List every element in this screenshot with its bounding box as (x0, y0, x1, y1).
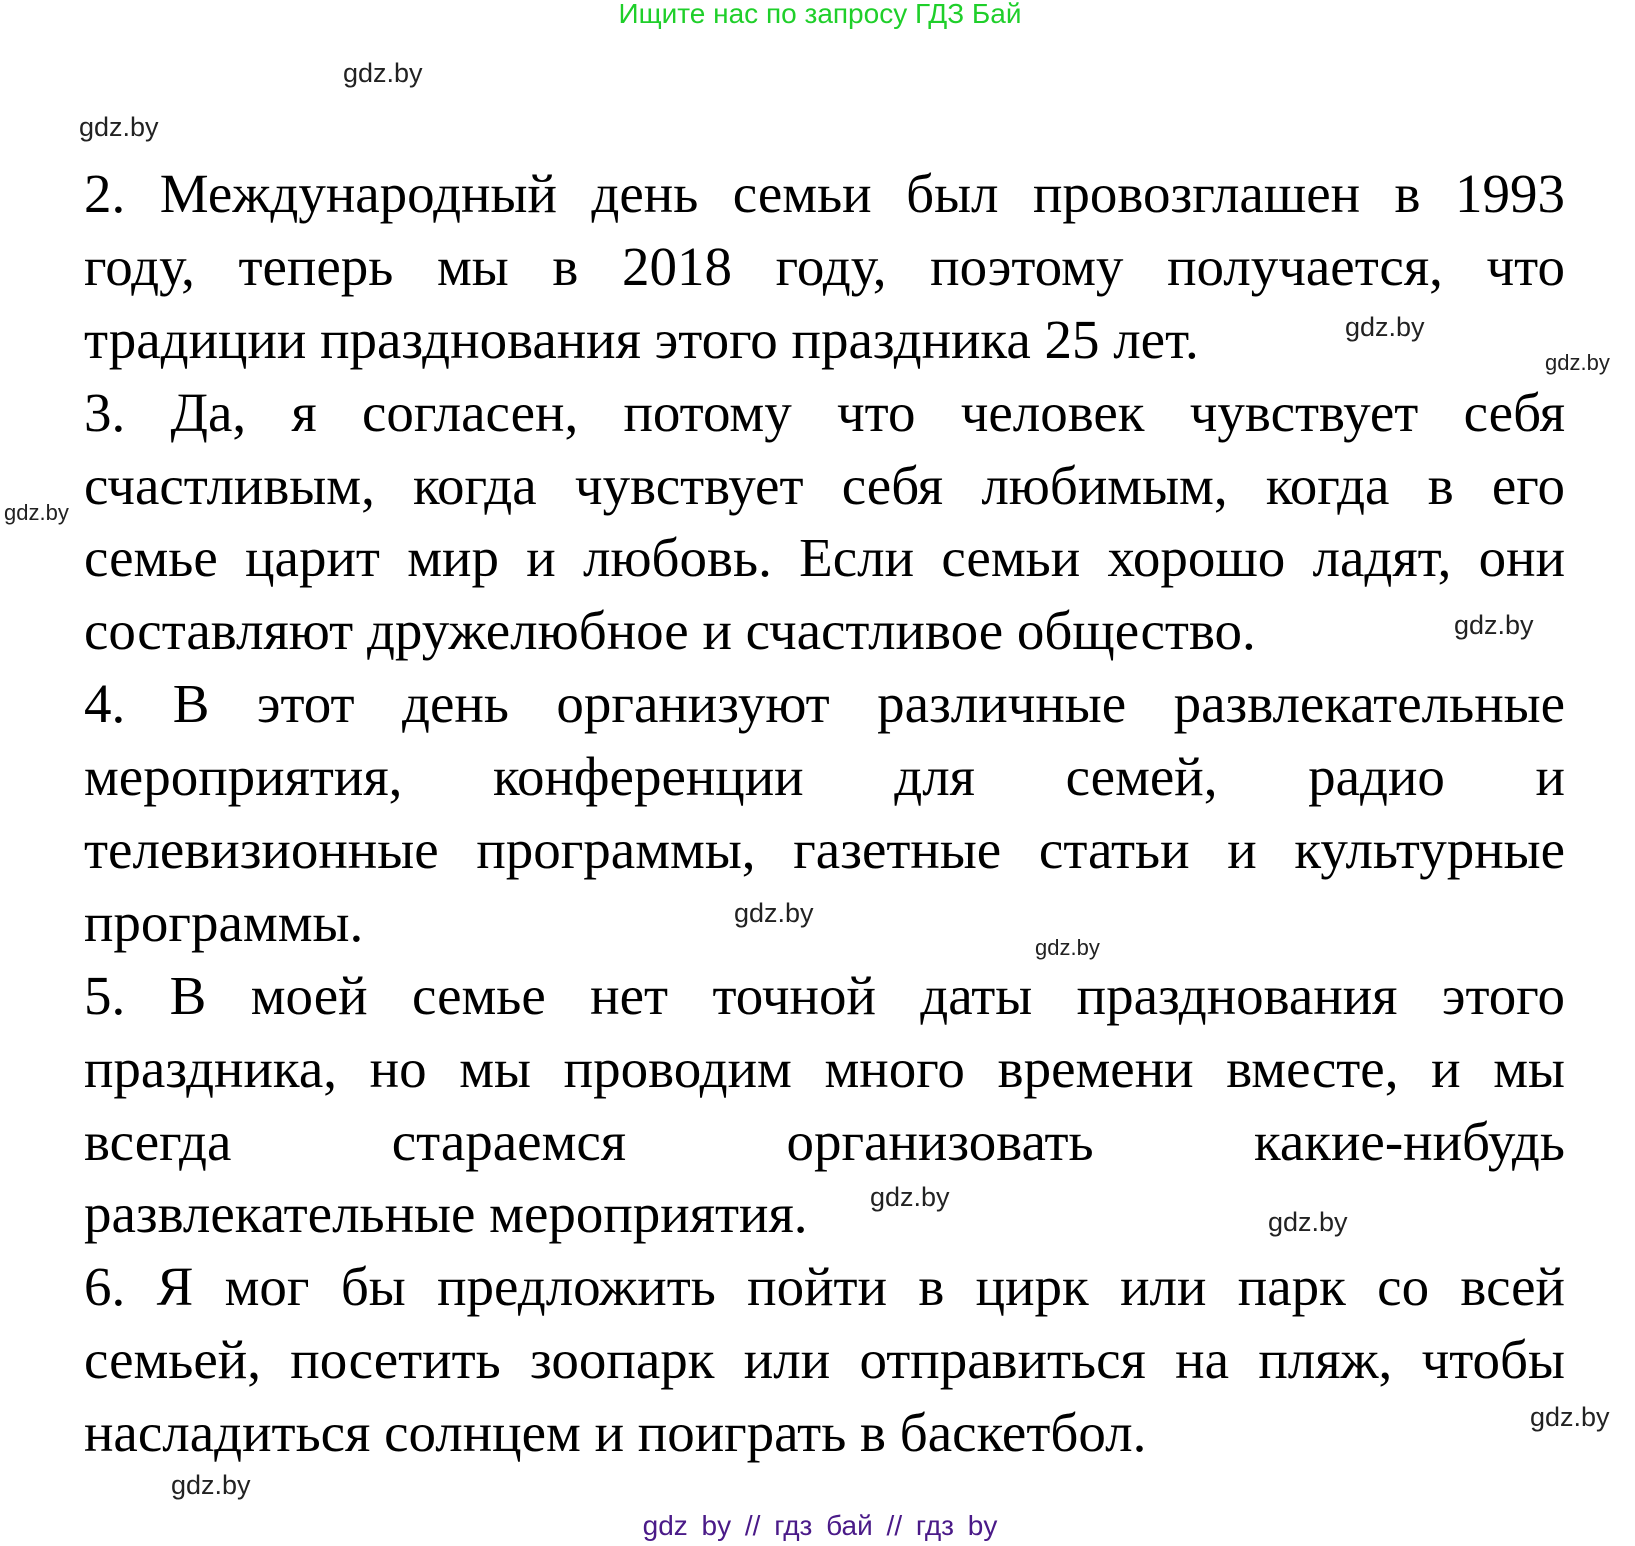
watermark: gdz.by (1035, 935, 1100, 960)
watermark: gdz.by (79, 112, 159, 142)
watermark: gdz.by (1530, 1402, 1610, 1432)
search-hint-banner: Ищите нас по запросу ГДЗ Бай (618, 0, 1022, 29)
footer-links: gdz by // гдз бай // гдз by (642, 1510, 998, 1541)
text-line: 3. Да, я согласен, потому что человек чувствует себя (84, 381, 1565, 443)
text-line: мероприятия, конференции для семей, радио и (84, 746, 1565, 808)
text-line: насладиться солнцем и поиграть в баскетбол. (84, 1402, 1147, 1464)
text-line: году, теперь мы в 2018 году, поэтому получается, что (84, 235, 1565, 297)
watermark: gdz.by (4, 500, 69, 525)
watermark: gdz.by (1545, 350, 1610, 375)
watermark: gdz.by (171, 1470, 251, 1500)
text-line: счастливым, когда чувствует себя любимым, когда в его (84, 454, 1565, 516)
watermark: gdz.by (734, 898, 814, 928)
text-line: праздника, но мы проводим много времени вместе, и мы (84, 1037, 1565, 1099)
text-line: составляют дружелюбное и счастливое общество. (84, 600, 1256, 662)
watermark: gdz.by (1454, 610, 1534, 640)
text-line: семье царит мир и любовь. Если семьи хорошо ладят, они (84, 527, 1565, 589)
watermark: gdz.by (1268, 1207, 1348, 1237)
text-line: развлекательные мероприятия. (84, 1183, 808, 1245)
text-line: семьей, посетить зоопарк или отправиться на пляж, чтобы (84, 1329, 1565, 1391)
watermark: gdz.by (870, 1182, 950, 1212)
text-line: традиции празднования этого праздника 25 лет. (84, 308, 1199, 370)
text-line: 2. Международный день семьи был провозглашен в 1993 (84, 163, 1565, 224)
text-line: 4. В этот день организуют различные развлекательные (84, 673, 1565, 735)
text-line: программы. (84, 891, 364, 953)
text-line: 6. Я мог бы предложить пойти в цирк или парк со всей (84, 1256, 1565, 1318)
watermark: gdz.by (1345, 312, 1425, 342)
text-line: 5. В моей семье нет точной даты празднования этого (84, 964, 1565, 1026)
answer-text (84, 158, 1565, 1470)
watermark: gdz.by (343, 58, 423, 88)
text-line: телевизионные программы, газетные статьи и культурные (84, 819, 1565, 881)
text-line: всегда стараемся организовать какие-нибудь (84, 1110, 1565, 1172)
